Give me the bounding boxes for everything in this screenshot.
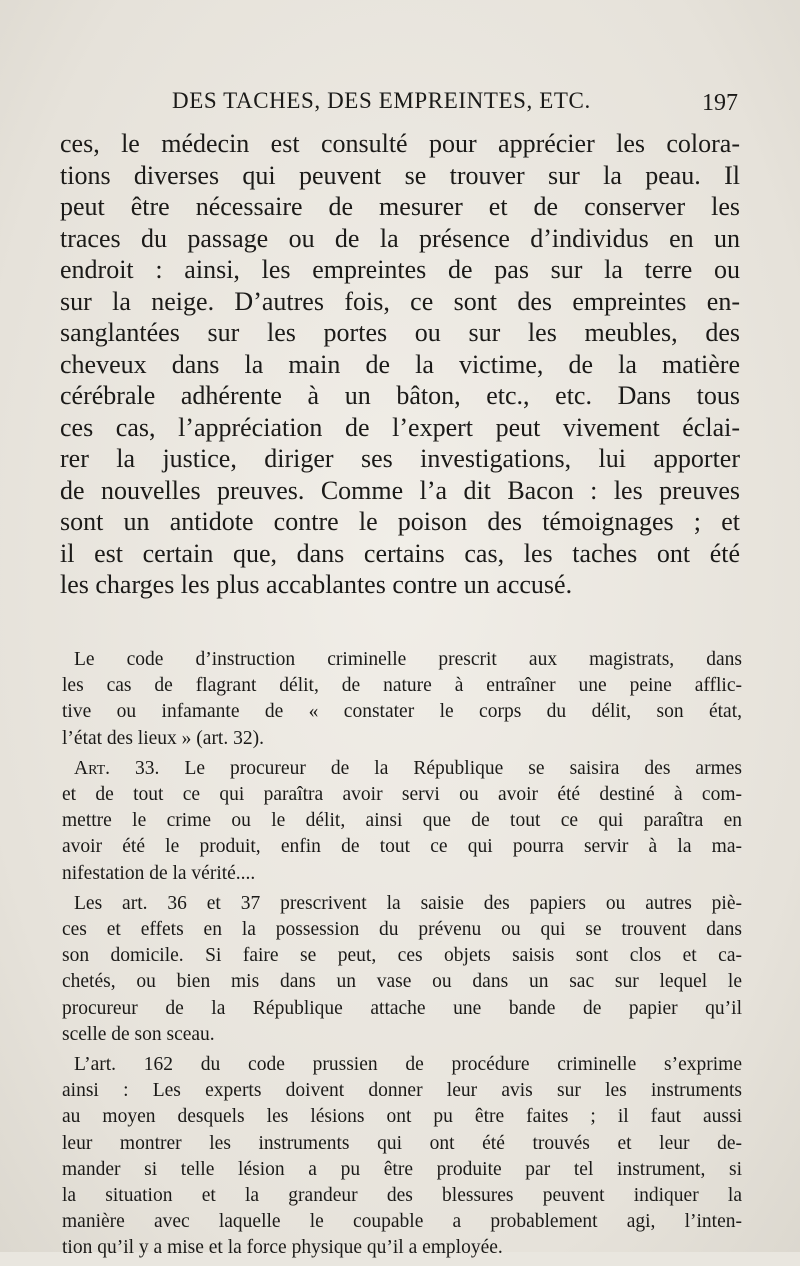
- page-header: [0, 84, 800, 124]
- page-number: 197: [702, 90, 738, 116]
- paragraph-line: ces, le médecin est consulté pour apprécier les colora-: [60, 129, 740, 158]
- footnote-article-33: [62, 756, 742, 887]
- footnote-line: tive ou infamante de « constater le corps du délit, son état,: [62, 701, 742, 723]
- footnote-line: mander si telle lésion a pu être produite par tel instrument, si: [62, 1158, 742, 1180]
- footnote-line-text: 33. Le procureur de la République se saisira des armes: [110, 757, 742, 779]
- footnote-line: la situation et la grandeur des blessures peuvent indiquer la: [62, 1185, 742, 1207]
- paragraph-line: sur la neige. D’autres fois, ce sont des empreintes en-: [60, 286, 740, 316]
- paragraph-line: peut être nécessaire de mesurer et de conserver les: [60, 192, 740, 221]
- paragraph-line: cérébrale adhérente à un bâton, etc., etc. Dans tous: [60, 381, 740, 410]
- footnote-line: son domicile. Si faire se peut, ces objets saisis sont clos et ca-: [62, 945, 742, 967]
- paragraph-line: sont un antidote contre le poison des témoignages ; et: [60, 507, 740, 536]
- paragraph-line: cheveux dans la main de la victime, de la matière: [60, 349, 740, 379]
- paragraph-line: il est certain que, dans certains cas, les taches ont été: [60, 538, 740, 568]
- paragraph-line: les charges les plus accablantes contre un accusé.: [60, 570, 573, 599]
- footnote-line: avoir été le produit, enfin de tout ce qui pourra servir à la ma-: [62, 836, 742, 858]
- footnote-line: manière avec laquelle le coupable a probablement agi, l’inten-: [62, 1211, 742, 1233]
- footnote-line: leur montrer les instruments qui ont été trouvés et leur de-: [62, 1132, 742, 1154]
- footnote-line: Les art. 36 et 37 prescrivent la saisie des papiers ou autres piè-: [74, 892, 742, 914]
- paragraph-line: rer la justice, diriger ses investigations, lui apporter: [60, 444, 740, 473]
- footnote-line: Le code d’instruction criminelle prescrit aux magistrats, dans: [74, 649, 742, 670]
- footnote-line: chetés, ou bien mis dans un vase ou dans un sac sur lequel le: [62, 971, 742, 993]
- footnote-line: scelle de son sceau.: [62, 1023, 215, 1045]
- footnote-line: mettre le crime ou le délit, ainsi que de tout ce qui paraîtra en: [62, 810, 742, 832]
- paragraph-line: sanglantées sur les portes ou sur les meubles, des: [60, 318, 740, 347]
- footnote-line: au moyen desquels les lésions ont pu être faites ; il faut aussi: [62, 1106, 742, 1128]
- footnote-line: l’état des lieux » (art. 32).: [62, 727, 264, 749]
- footnote-prussian-code: [62, 1052, 742, 1262]
- paragraph-line: tions diverses qui peuvent se trouver sur la peau. Il: [60, 160, 740, 190]
- footnote-line: [74, 756, 742, 782]
- main-paragraph: [60, 128, 740, 601]
- article-label: Art.: [74, 757, 111, 779]
- footnote-code-instruction: [62, 647, 742, 752]
- footnote-line: nifestation de la vérité....: [62, 862, 256, 884]
- paragraph-line: de nouvelles preuves. Comme l’a dit Bacon : les preuves: [60, 475, 740, 505]
- paragraph-line: traces du passage ou de la présence d’individus en un: [60, 223, 740, 253]
- paragraph-line: endroit : ainsi, les empreintes de pas sur la terre ou: [60, 255, 740, 284]
- footnote-line: procureur de la République attache une bande de papier qu’il: [62, 997, 742, 1019]
- footnotes: [62, 647, 742, 1266]
- paragraph-line: ces cas, l’appréciation de l’expert peut vivement éclai-: [60, 412, 740, 442]
- footnote-line: ces et effets en la possession du prévenu ou qui se trouvent dans: [62, 919, 742, 941]
- running-head: DES TACHES, DES EMPREINTES, ETC.: [172, 88, 591, 113]
- footnote-line: les cas de flagrant délit, de nature à entraîner une peine afflic-: [62, 675, 742, 697]
- footnote-line: ainsi : Les experts doivent donner leur avis sur les instruments: [62, 1080, 742, 1102]
- footnote-line: et de tout ce qui paraîtra avoir servi ou avoir été destiné à com-: [62, 784, 742, 806]
- footnote-line: tion qu’il y a mise et la force physique qu’il a employée.: [62, 1237, 503, 1259]
- footnote-articles-36-37: [62, 891, 742, 1048]
- footnote-line: L’art. 162 du code prussien de procédure criminelle s’exprime: [74, 1054, 742, 1076]
